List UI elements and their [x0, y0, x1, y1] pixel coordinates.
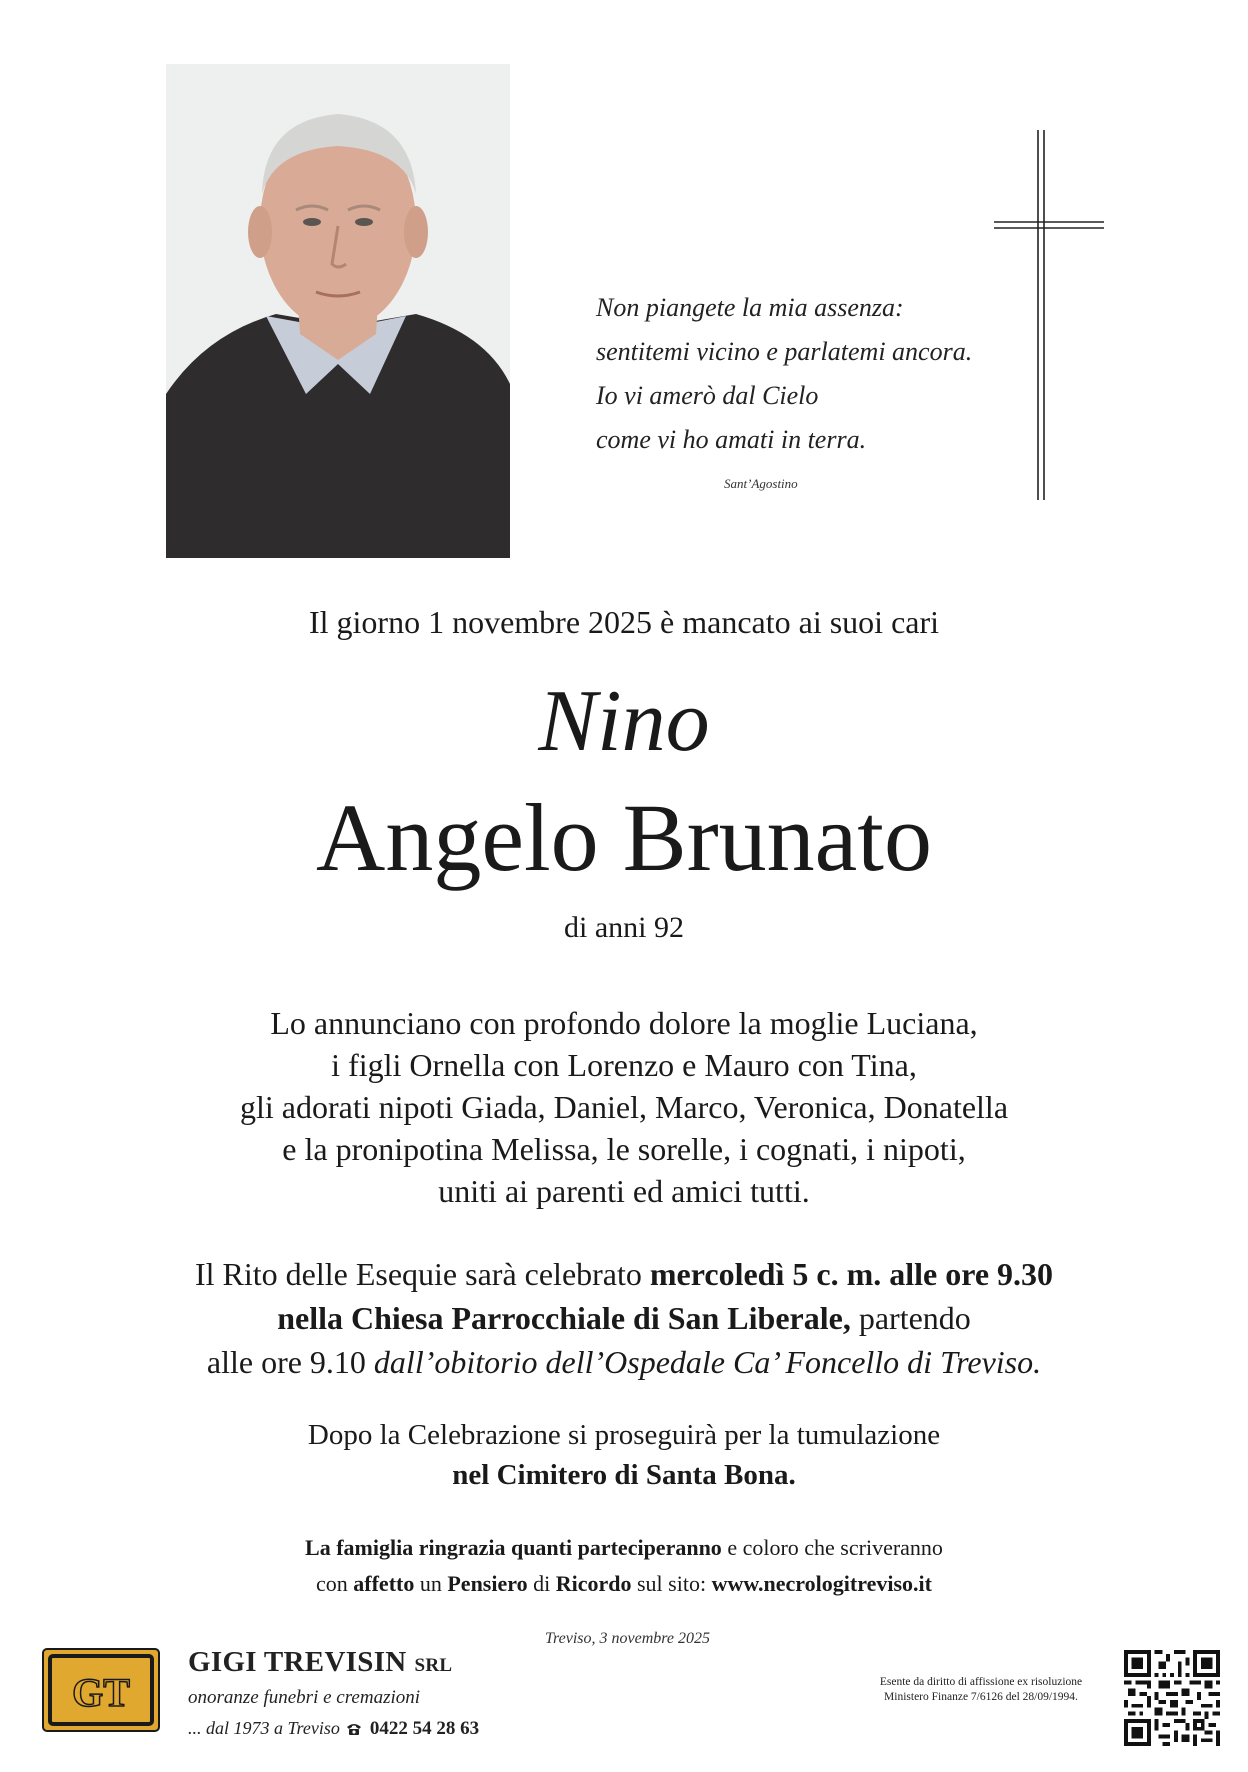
rite-church: nella Chiesa Parrocchiale di San Liberale,	[277, 1300, 851, 1336]
qr-code[interactable]	[1124, 1650, 1220, 1746]
burial-cemetery	[0, 1455, 1248, 1495]
thanks-text: sul sito:	[631, 1571, 712, 1596]
company-suffix: SRL	[414, 1655, 453, 1676]
company-since: ... dal 1973 a Treviso	[188, 1718, 340, 1738]
quote-line: Non piangete la mia assenza:	[596, 293, 904, 322]
announcement-line: i figli Ornella con Lorenzo e Mauro con Tina,	[331, 1047, 917, 1083]
thanks-bold: affetto	[353, 1571, 415, 1596]
thanks-text: di	[527, 1571, 556, 1596]
cross-icon	[994, 130, 1104, 500]
quote-block	[596, 286, 1036, 462]
burial-line: Dopo la Celebrazione si proseguirà per la tumulazione	[307, 1419, 941, 1451]
company-name-text: GIGI TREVISIN	[188, 1646, 407, 1678]
thanks-line	[0, 1566, 1248, 1602]
quote-author: Sant’Agostino	[724, 476, 798, 491]
announcement-line: uniti ai parenti ed amici tutti.	[438, 1173, 810, 1209]
rite-text: partendo	[850, 1300, 971, 1336]
death-intro: Il giorno 1 novembre 2025 è mancato ai suoi cari	[308, 604, 940, 640]
phone-icon	[346, 1722, 362, 1736]
burial-cemetery-text: nel Cimitero di Santa Bona.	[452, 1459, 796, 1491]
logo-text: GT	[72, 1670, 130, 1715]
rite-text: Il Rito delle Esequie sarà celebrato	[194, 1256, 650, 1292]
thanks-text: un	[414, 1571, 448, 1596]
exemption-note	[836, 1675, 1126, 1705]
thanks-line	[0, 1530, 1248, 1566]
thanks-text: con	[316, 1571, 354, 1596]
company-name	[188, 1646, 452, 1679]
company-since-line	[188, 1718, 479, 1740]
announcement-block	[0, 1002, 1248, 1212]
gt-logo	[42, 1648, 160, 1732]
website-link[interactable]: www.necrologitreviso.it	[711, 1571, 932, 1596]
exemption-line: Ministero Finanze 7/6126 del 28/09/1994.	[884, 1691, 1078, 1703]
quote-line: sentitemi vicino e parlatemi ancora.	[596, 337, 973, 366]
thanks-bold: Ricordo	[555, 1571, 632, 1596]
rite-date: mercoledì 5 c. m. alle ore 9.30	[649, 1256, 1054, 1292]
rite-departure: dall’obitorio dell’Ospedale Ca’ Foncello di Treviso.	[373, 1344, 1042, 1380]
company-subtitle: onoranze funebri e cremazioni	[188, 1687, 421, 1708]
exemption-line: Esente da diritto di affissione ex risoluzione	[879, 1676, 1083, 1688]
announcement-line: Lo annunciano con profondo dolore la moglie Luciana,	[270, 1005, 978, 1041]
date-place: Treviso, 3 novembre 2025	[545, 1630, 711, 1647]
deceased-full-name: Angelo Brunato	[316, 784, 932, 891]
thanks-bold: La famiglia ringrazia quanti parteciperanno	[305, 1535, 722, 1560]
burial-block	[0, 1415, 1248, 1495]
funeral-rite-block	[0, 1252, 1248, 1384]
quote-line: Io vi amerò dal Cielo	[596, 381, 819, 410]
thanks-block	[0, 1530, 1248, 1602]
deceased-nickname: Nino	[538, 673, 710, 770]
portrait-image	[166, 64, 510, 558]
company-phone[interactable]: 0422 54 28 63	[369, 1718, 480, 1739]
announcement-line: gli adorati nipoti Giada, Daniel, Marco, Veronica, Donatella	[239, 1089, 1009, 1125]
quote-line: come vi ho amati in terra.	[596, 425, 867, 454]
rite-text: alle ore 9.10	[206, 1344, 374, 1380]
deceased-age: di anni 92	[564, 911, 684, 944]
rite-line	[0, 1340, 1248, 1384]
announcement-line: e la pronipotina Melissa, le sorelle, i cognati, i nipoti,	[282, 1131, 966, 1167]
thanks-bold: Pensiero	[447, 1571, 528, 1596]
portrait-photo	[166, 64, 510, 558]
rite-line	[0, 1252, 1248, 1296]
rite-line	[0, 1296, 1248, 1340]
thanks-text: e coloro che scriveranno	[721, 1535, 943, 1560]
